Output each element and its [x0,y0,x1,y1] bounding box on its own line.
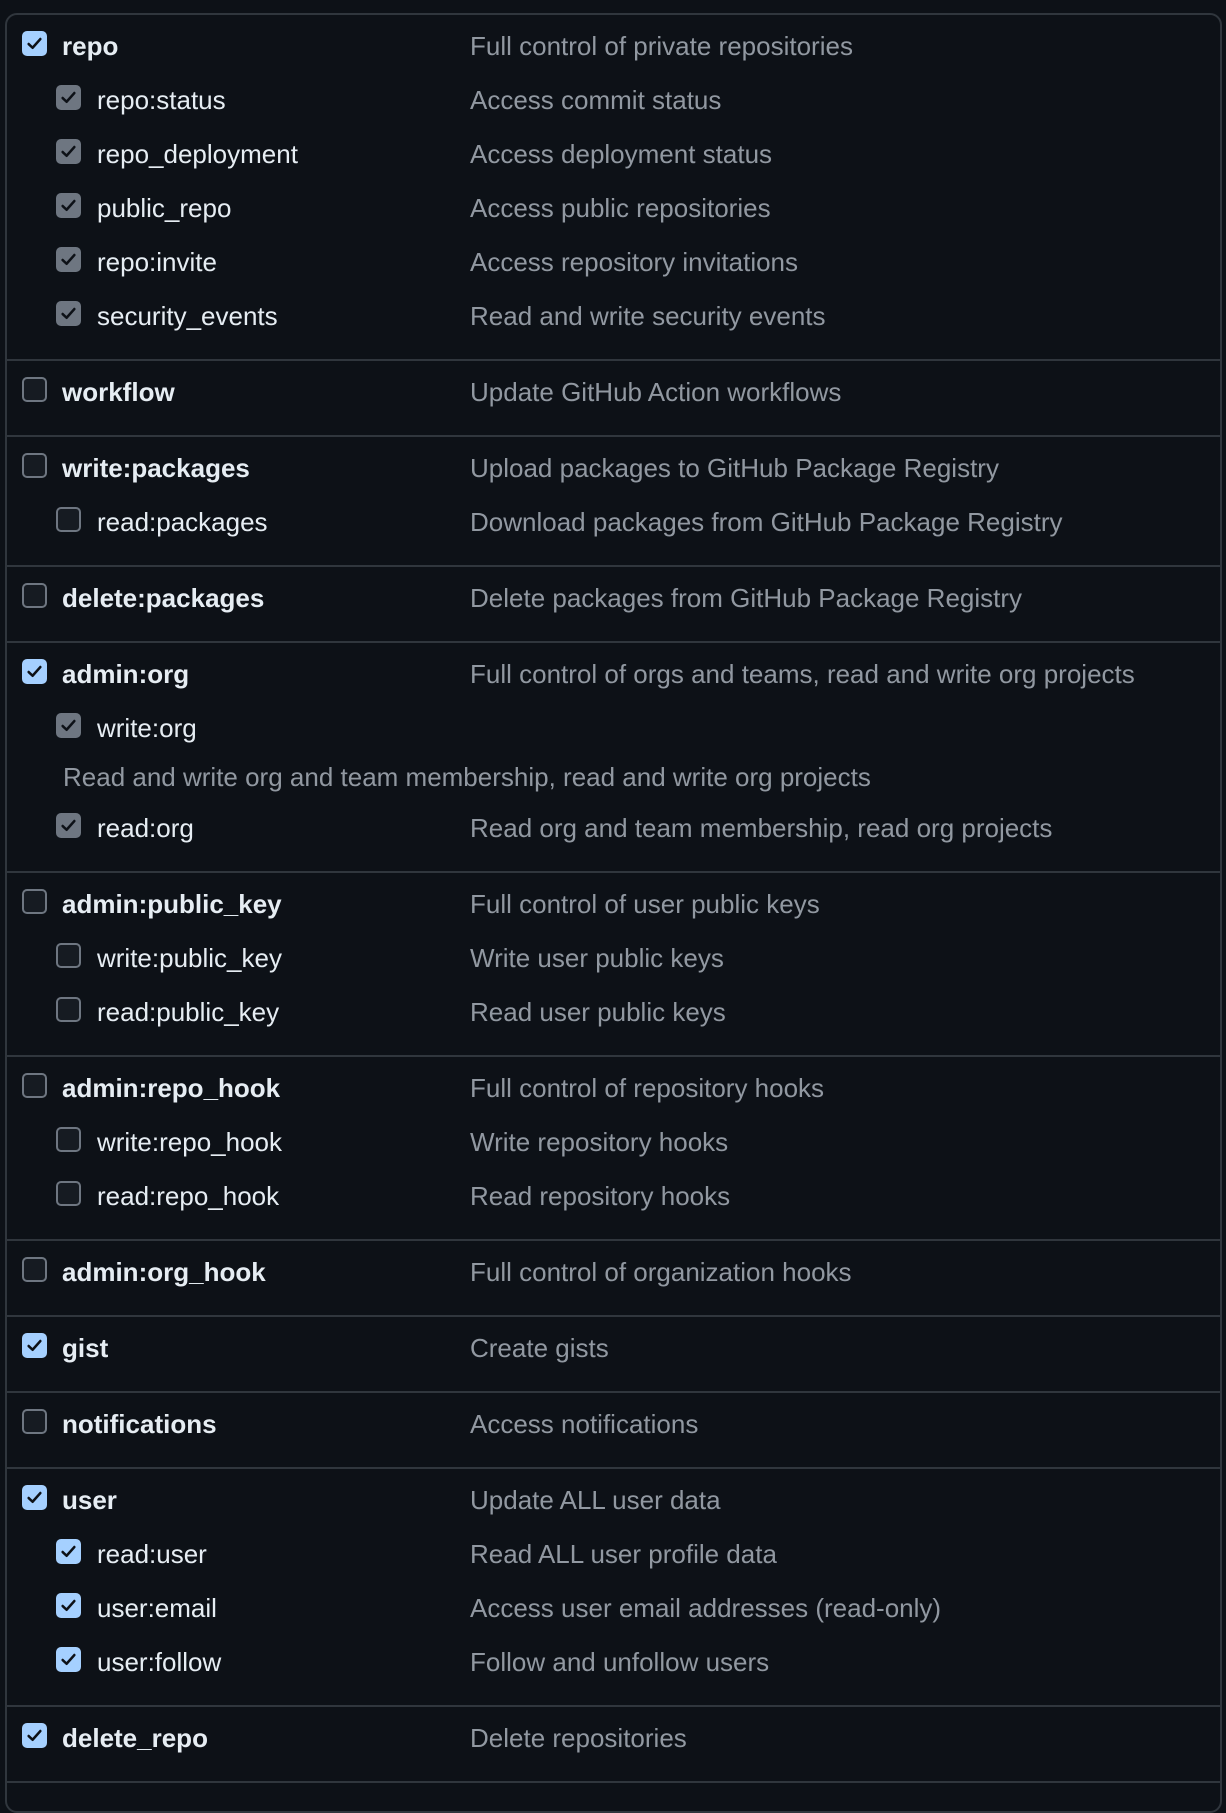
checkbox-workflow[interactable] [22,377,47,402]
subscope-row-security-events [7,285,1220,339]
subscope-row-read-org [7,797,1220,851]
check-icon [60,251,77,268]
scope-row-repo [7,15,1220,69]
subscope-description: Read ALL user profile data [470,1539,777,1569]
scope-row-admin-repo-hook [7,1057,1220,1111]
subscope-name[interactable]: write:public_key [97,943,282,973]
checkbox-public-repo[interactable] [56,193,81,218]
subscope-description: Access public repositories [470,193,771,223]
check-icon [60,1597,77,1614]
scope-group-delete-repo [7,1707,1220,1783]
checkbox-security-events[interactable] [56,301,81,326]
checkbox-write-packages[interactable] [22,453,47,478]
scope-row-gist [7,1317,1220,1371]
checkbox-repo-deployment[interactable] [56,139,81,164]
subscope-row-user-follow [7,1631,1220,1685]
checkbox-read-public-key[interactable] [56,997,81,1022]
scope-name[interactable]: repo [62,31,119,61]
scope-name[interactable]: write:packages [62,453,250,483]
group-spacer [7,1685,1220,1705]
scope-group-user [7,1469,1220,1707]
scope-name[interactable]: admin:org_hook [62,1257,266,1287]
check-icon [26,1727,43,1744]
group-spacer [7,621,1220,641]
checkbox-user-email[interactable] [56,1593,81,1618]
subscope-row-read-packages [7,491,1220,545]
subscope-description: Read org and team membership, read org projects [470,813,1053,843]
subscope-description: Download packages from GitHub Package Registry [470,507,1063,537]
subscope-description: Write user public keys [470,943,724,973]
checkbox-delete-repo[interactable] [22,1723,47,1748]
scope-description: Delete repositories [470,1723,687,1753]
group-spacer [7,1035,1220,1055]
group-spacer [7,851,1220,871]
subscope-row-user-email [7,1577,1220,1631]
checkbox-gist[interactable] [22,1333,47,1358]
checkbox-write-repo-hook[interactable] [56,1127,81,1152]
check-icon [26,663,43,680]
check-icon [26,1489,43,1506]
checkbox-notifications[interactable] [22,1409,47,1434]
subscope-name[interactable]: public_repo [97,193,232,223]
scope-group-admin-repo-hook [7,1057,1220,1241]
scope-description: Full control of user public keys [470,889,820,919]
scope-group-notifications [7,1393,1220,1469]
scope-description: Full control of organization hooks [470,1257,852,1287]
scope-row-delete-packages [7,567,1220,621]
checkbox-repo-status[interactable] [56,85,81,110]
subscope-description: Access user email addresses (read-only) [470,1593,942,1623]
group-spacer [7,339,1220,359]
subscope-row-repo-invite [7,231,1220,285]
subscope-description: Follow and unfollow users [470,1647,770,1677]
check-icon [60,305,77,322]
group-spacer [7,1295,1220,1315]
scope-name[interactable]: user [62,1485,117,1515]
scope-description: Create gists [470,1333,609,1363]
scope-row-admin-org-hook [7,1241,1220,1295]
check-icon [60,1651,77,1668]
checkbox-admin-public-key[interactable] [22,889,47,914]
scope-row-user [7,1469,1220,1523]
subscope-name[interactable]: read:org [97,813,194,843]
subscope-description: Write repository hooks [470,1127,729,1157]
checkbox-repo-invite[interactable] [56,247,81,272]
subscope-row-write-public-key [7,927,1220,981]
scope-description: Update GitHub Action workflows [470,377,842,407]
scope-group-admin-public-key [7,873,1220,1057]
subscope-name[interactable]: user:email [97,1593,217,1623]
scope-name[interactable]: admin:public_key [62,889,282,919]
subscope-name[interactable]: read:user [97,1539,207,1569]
subscope-name[interactable]: repo:invite [97,247,217,277]
scope-name[interactable]: admin:org [62,659,190,689]
checkbox-repo[interactable] [22,31,47,56]
scope-description: Full control of private repositories [470,31,853,61]
subscope-description: Access deployment status [470,139,773,169]
checkbox-read-repo-hook[interactable] [56,1181,81,1206]
scope-name[interactable]: delete_repo [62,1723,208,1753]
group-spacer [7,1761,1220,1781]
group-spacer [7,1371,1220,1391]
check-icon [26,1337,43,1354]
subscope-description: Read and write security events [470,301,826,331]
scope-description: Upload packages to GitHub Package Registry [470,453,999,483]
check-icon [60,817,77,834]
subscope-row-read-user [7,1523,1220,1577]
subscope-description: Read and write org and team membership, read and write org projects [63,762,871,792]
scope-group-repo [7,15,1220,361]
checkbox-delete-packages[interactable] [22,583,47,608]
check-icon [60,1543,77,1560]
subscope-row-repo-deployment [7,123,1220,177]
scope-row-delete-repo [7,1707,1220,1761]
check-icon [60,197,77,214]
subscope-name[interactable]: write:org [97,713,197,743]
subscope-name[interactable]: write:repo_hook [97,1127,282,1157]
subscope-name[interactable]: security_events [97,301,278,331]
scope-group-workflow [7,361,1220,437]
scope-row-admin-org [7,643,1220,697]
checkbox-admin-org[interactable] [22,659,47,684]
check-icon [60,89,77,106]
scope-name[interactable]: admin:repo_hook [62,1073,281,1103]
scope-description: Delete packages from GitHub Package Registry [470,583,1023,613]
subscope-row-public-repo [7,177,1220,231]
checkbox-write-org[interactable] [56,713,81,738]
scope-name[interactable]: workflow [62,377,175,407]
subscope-name[interactable]: repo:status [97,85,226,115]
subscope-name[interactable]: read:packages [97,507,268,537]
group-spacer [7,545,1220,565]
scope-group-admin-org [7,643,1220,873]
check-icon [26,35,43,52]
subscope-description: Access commit status [470,85,722,115]
group-spacer [7,1447,1220,1467]
checkbox-user[interactable] [22,1485,47,1510]
group-spacer [7,1219,1220,1239]
subscope-row-write-repo-hook [7,1111,1220,1165]
scope-name[interactable]: notifications [62,1409,217,1439]
subscope-name[interactable]: read:repo_hook [97,1181,280,1211]
scope-row-write-packages [7,437,1220,491]
scope-description: Access notifications [470,1409,699,1439]
subscope-description: Access repository invitations [470,247,799,277]
scope-row-admin-public-key [7,873,1220,927]
checkbox-read-org[interactable] [56,813,81,838]
subscope-row-write-org [7,697,1220,797]
checkbox-admin-org-hook[interactable] [22,1257,47,1282]
scope-group-admin-org-hook [7,1241,1220,1317]
checkbox-read-packages[interactable] [56,507,81,532]
subscope-name[interactable]: repo_deployment [97,139,298,169]
subscope-row-read-public-key [7,981,1220,1035]
scope-group-gist [7,1317,1220,1393]
check-icon [60,143,77,160]
subscope-name[interactable]: user:follow [97,1647,222,1677]
token-scopes-panel [5,13,1222,1813]
check-icon [60,717,77,734]
checkbox-write-public-key[interactable] [56,943,81,968]
subscope-row-repo-status [7,69,1220,123]
checkbox-read-user[interactable] [56,1539,81,1564]
scope-description: Full control of orgs and teams, read and write org projects [470,659,1135,689]
subscope-description: Read user public keys [470,997,726,1027]
scope-name[interactable]: delete:packages [62,583,265,613]
scope-group-write-packages [7,437,1220,567]
scope-description: Update ALL user data [470,1485,721,1515]
scope-name[interactable]: gist [62,1333,109,1363]
scope-group-delete-packages [7,567,1220,643]
subscope-description: Read repository hooks [470,1181,731,1211]
scope-row-notifications [7,1393,1220,1447]
checkbox-user-follow[interactable] [56,1647,81,1672]
scope-description: Full control of repository hooks [470,1073,825,1103]
group-spacer [7,415,1220,435]
subscope-row-read-repo-hook [7,1165,1220,1219]
subscope-name[interactable]: read:public_key [97,997,280,1027]
scope-row-workflow [7,361,1220,415]
checkbox-admin-repo-hook[interactable] [22,1073,47,1098]
